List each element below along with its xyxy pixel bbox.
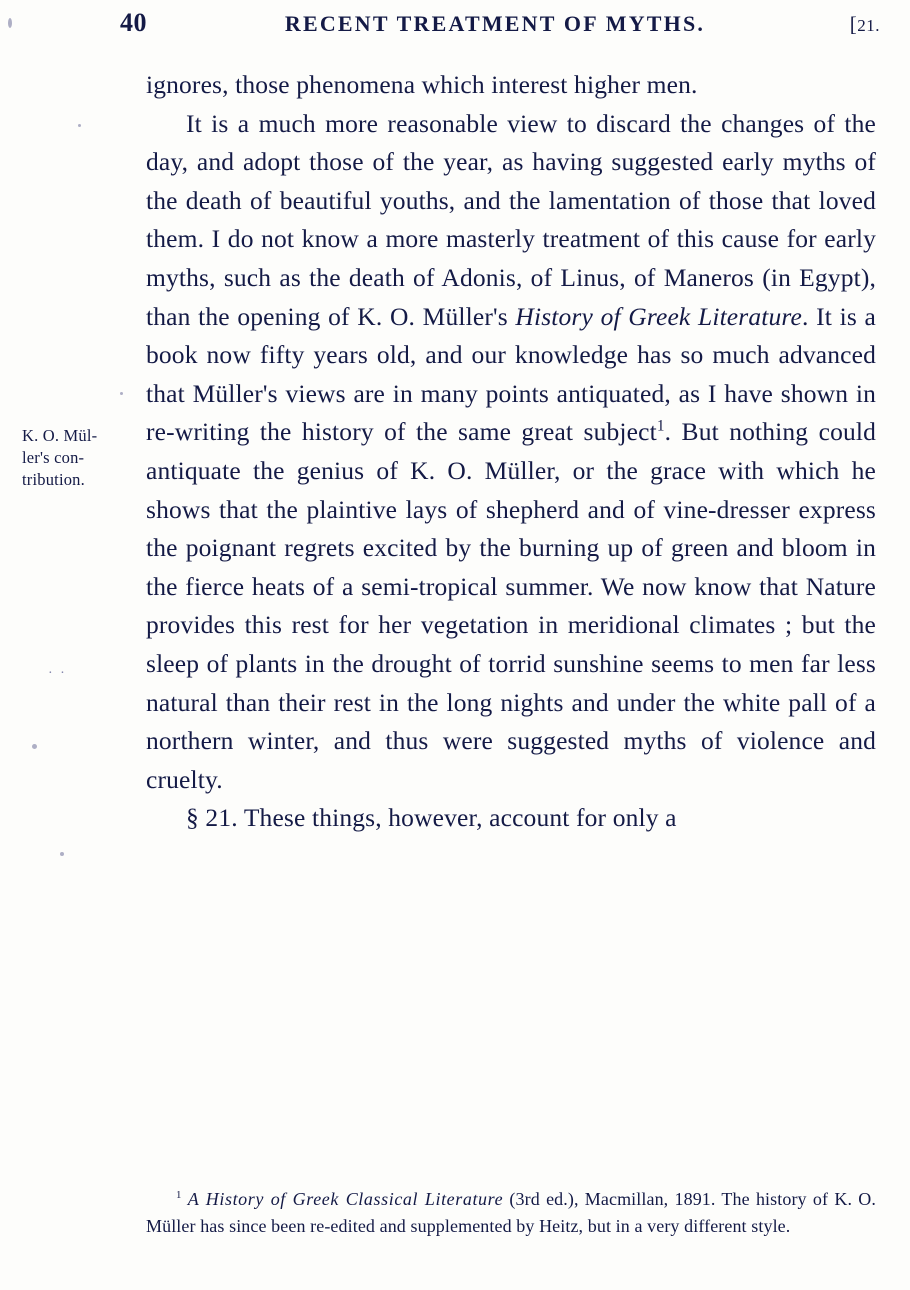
paragraph-2-part-b: . It is a book now fifty years old, and our knowledge has so much advanced that Müller's views are in many points antiquated, as I have shown in re-writing the history of the same great subject — [146, 301, 876, 447]
marginal-note — [22, 425, 142, 490]
footnote-marker-1: 1 — [656, 417, 665, 435]
scan-artifact-dashes: · · — [48, 666, 67, 681]
paragraph-3: § 21. These things, however, account for only a — [186, 803, 677, 833]
footnote-block — [146, 1186, 876, 1240]
footnote-title: A History of Greek Classical Literature — [187, 1189, 504, 1209]
scan-speck — [32, 744, 37, 749]
paragraph-2 — [146, 105, 876, 800]
footnote-number: 1 — [176, 1189, 182, 1201]
footnote-1 — [146, 1186, 876, 1240]
section-reference-bracket: [ — [849, 12, 858, 36]
paragraph-1: ignores, those phenomena which interest higher men. — [146, 70, 698, 99]
footnote-text: (3rd ed.), Macmillan, 1891. The history of K. O. Müller has since been re-edited and supplemented by Heitz, but in a very different style. — [146, 1189, 876, 1236]
scan-speck — [120, 392, 123, 395]
running-title: RECENT TREATMENT OF MYTHS. — [284, 11, 706, 36]
body-text — [146, 66, 876, 838]
section-reference — [810, 12, 880, 37]
marginal-note-line-2: ler's con- — [22, 447, 85, 467]
page-number: 40 — [120, 8, 147, 37]
scan-speck — [60, 852, 64, 856]
scan-speck — [78, 124, 81, 127]
section-reference-number: 21. — [857, 16, 880, 35]
paragraph-2-part-a: It is a much more reasonable view to discard the changes of the day, and adopt those of the year, as having suggested early myths of the death of beautiful youths, and the lamentation of those that loved them. I do not know a more masterly treatment of this cause for early myths, such as the death of Adonis, of Linus, of Maneros (in Egypt), than the opening of K. O. Müller's — [146, 108, 876, 331]
paragraph-2-part-c: . But nothing could antiquate the genius of K. O. Müller, or the grace with which he shows that the plaintive lays of shepherd and of vine-dresser express the poignant regrets excited by the burning up of green and bloom in the fierce heats of a semi-tropical summer. We now know that Nature provides this rest for her vegetation in meridional climates ; but the sleep of plants in the drought of torrid sunshine seems to men far less natural than their rest in the long nights and under the white pall of a northern winter, and thus were suggested myths of violence and cruelty. — [146, 417, 877, 794]
marginal-note-line-3: tribution. — [22, 469, 85, 489]
running-head — [120, 8, 880, 42]
marginal-note-line-1: K. O. Mül- — [22, 426, 98, 445]
book-title-history-of-greek-literature: History of Greek Literature — [515, 301, 802, 331]
scan-speck — [8, 18, 12, 28]
